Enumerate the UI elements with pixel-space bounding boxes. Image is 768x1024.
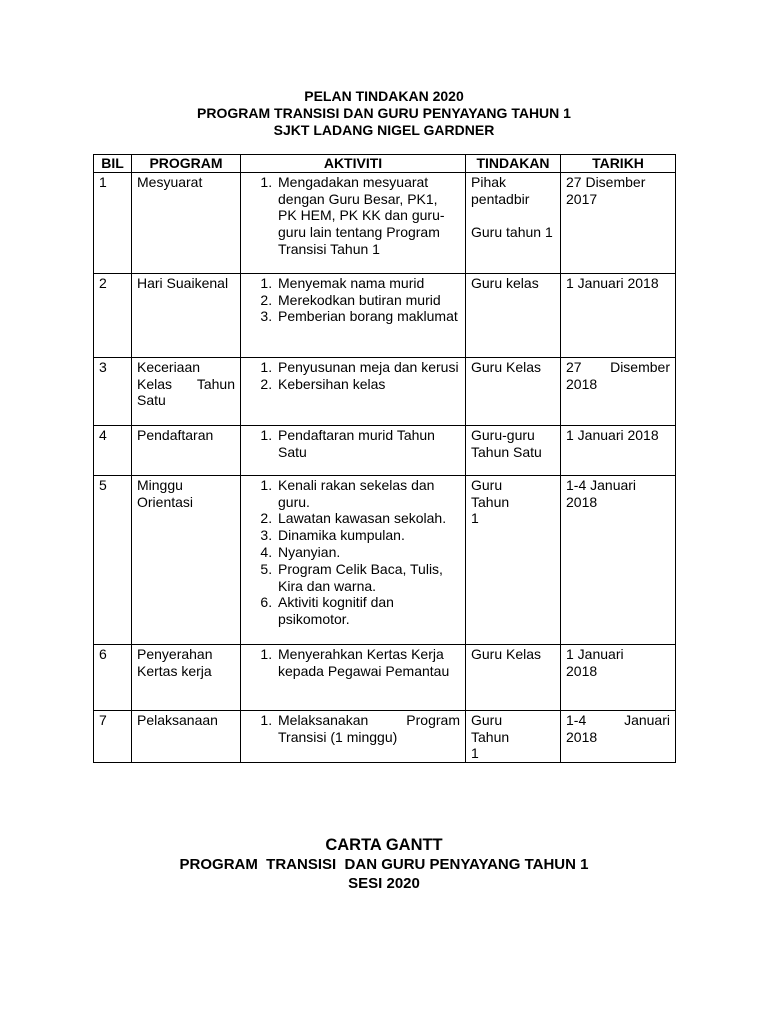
table-row [94, 425, 676, 475]
gantt-title: CARTA GANTT [325, 836, 443, 854]
table-row [94, 710, 676, 762]
cell-tindakan: Guru Tahun 1 [466, 710, 561, 762]
cell-aktiviti [241, 425, 466, 475]
cell-tarikh: 1 Januari 2018 [561, 644, 676, 710]
cell-aktiviti [241, 357, 466, 425]
cell-program: Mesyuarat [132, 172, 241, 273]
cell-program: Hari Suaikenal [132, 273, 241, 357]
activity-item: 4. Nyanyian. [276, 544, 460, 561]
column-header-bil: BIL [94, 155, 132, 173]
cell-tarikh: 1 Januari 2018 [561, 273, 676, 357]
activity-item: 1. Kenali rakan sekelas dan guru. [276, 477, 460, 511]
cell-bil: 3 [94, 357, 132, 425]
action-plan-table [93, 154, 676, 763]
cell-aktiviti [241, 475, 466, 644]
cell-aktiviti [241, 644, 466, 710]
cell-bil: 6 [94, 644, 132, 710]
table-row [94, 475, 676, 644]
activity-item: 3. Pemberian borang maklumat [276, 308, 460, 325]
table-row [94, 172, 676, 273]
activity-item: 1. Penyusunan meja dan kerusi [276, 359, 460, 376]
activity-list [246, 427, 460, 461]
activity-item: 5. Program Celik Baca, Tulis, Kira dan warna. [276, 561, 460, 595]
cell-tarikh: 27 Disember 2018 [561, 357, 676, 425]
activity-item: 1. Menyemak nama murid [276, 275, 460, 292]
document-subtitle: PROGRAM TRANSISI DAN GURU PENYAYANG TAHUN 1 [197, 105, 571, 121]
cell-tindakan: Guru kelas [466, 273, 561, 357]
cell-tindakan: Guru Kelas [466, 357, 561, 425]
activity-list [246, 477, 460, 628]
table-header-row [94, 155, 676, 173]
cell-bil: 1 [94, 172, 132, 273]
activity-item: 1. Menyerahkan Kertas Kerja kepada Pegawai Pemantau [276, 646, 460, 680]
cell-tindakan: Guru-guru Tahun Satu [466, 425, 561, 475]
activity-item: 2. Merekodkan butiran murid [276, 292, 460, 309]
column-header-tindakan: TINDAKAN [466, 155, 561, 173]
activity-item: 2. Lawatan kawasan sekolah. [276, 510, 460, 527]
activity-list [246, 646, 460, 680]
document-title: PELAN TINDAKAN 2020 [304, 88, 464, 104]
activity-item: 6. Aktiviti kognitif dan psikomotor. [276, 594, 460, 628]
activity-item: 1. Mengadakan mesyuarat dengan Guru Besar, PK1, PK HEM, PK KK dan guru-guru lain tentang Program Transisi Tahun 1 [276, 174, 460, 258]
activity-item: 1. Melaksanakan Program Transisi (1 minggu) [276, 712, 460, 746]
cell-bil: 5 [94, 475, 132, 644]
activity-item: 3. Dinamika kumpulan. [276, 527, 460, 544]
cell-tindakan: Guru Tahun 1 [466, 475, 561, 644]
school-name: SJKT LADANG NIGEL GARDNER [273, 122, 495, 138]
activity-item: 1. Pendaftaran murid Tahun Satu [276, 427, 460, 461]
cell-program: Minggu Orientasi [132, 475, 241, 644]
cell-tarikh: 1 Januari 2018 [561, 425, 676, 475]
cell-tarikh: 1-4 Januari 2018 [561, 710, 676, 762]
activity-list [246, 174, 460, 258]
cell-program: Pelaksanaan [132, 710, 241, 762]
cell-tarikh: 1-4 Januari 2018 [561, 475, 676, 644]
column-header-aktiviti: AKTIVITI [241, 155, 466, 173]
gantt-subtitle: PROGRAM TRANSISI DAN GURU PENYAYANG TAHUN 1 [179, 856, 589, 873]
cell-bil: 7 [94, 710, 132, 762]
activity-list [246, 712, 460, 746]
table-row [94, 644, 676, 710]
cell-aktiviti [241, 172, 466, 273]
tindakan-text: Guru tahun 1 [471, 224, 553, 241]
activity-list [246, 359, 460, 393]
cell-tindakan: Guru Kelas [466, 644, 561, 710]
tindakan-text: Pihak pentadbir [471, 173, 530, 207]
activity-item: 2. Kebersihan kelas [276, 376, 460, 393]
activity-list [246, 275, 460, 325]
cell-program: Pendaftaran [132, 425, 241, 475]
gantt-session: SESI 2020 [348, 875, 420, 892]
column-header-program: PROGRAM [132, 155, 241, 173]
column-header-tarikh: TARIKH [561, 155, 676, 173]
table-row [94, 357, 676, 425]
cell-tindakan [466, 172, 561, 273]
cell-bil: 4 [94, 425, 132, 475]
cell-aktiviti [241, 710, 466, 762]
cell-tarikh: 27 Disember 2017 [561, 172, 676, 273]
cell-bil: 2 [94, 273, 132, 357]
cell-program: Keceriaan Kelas Tahun Satu [132, 357, 241, 425]
table-row [94, 273, 676, 357]
cell-aktiviti [241, 273, 466, 357]
cell-program: Penyerahan Kertas kerja [132, 644, 241, 710]
